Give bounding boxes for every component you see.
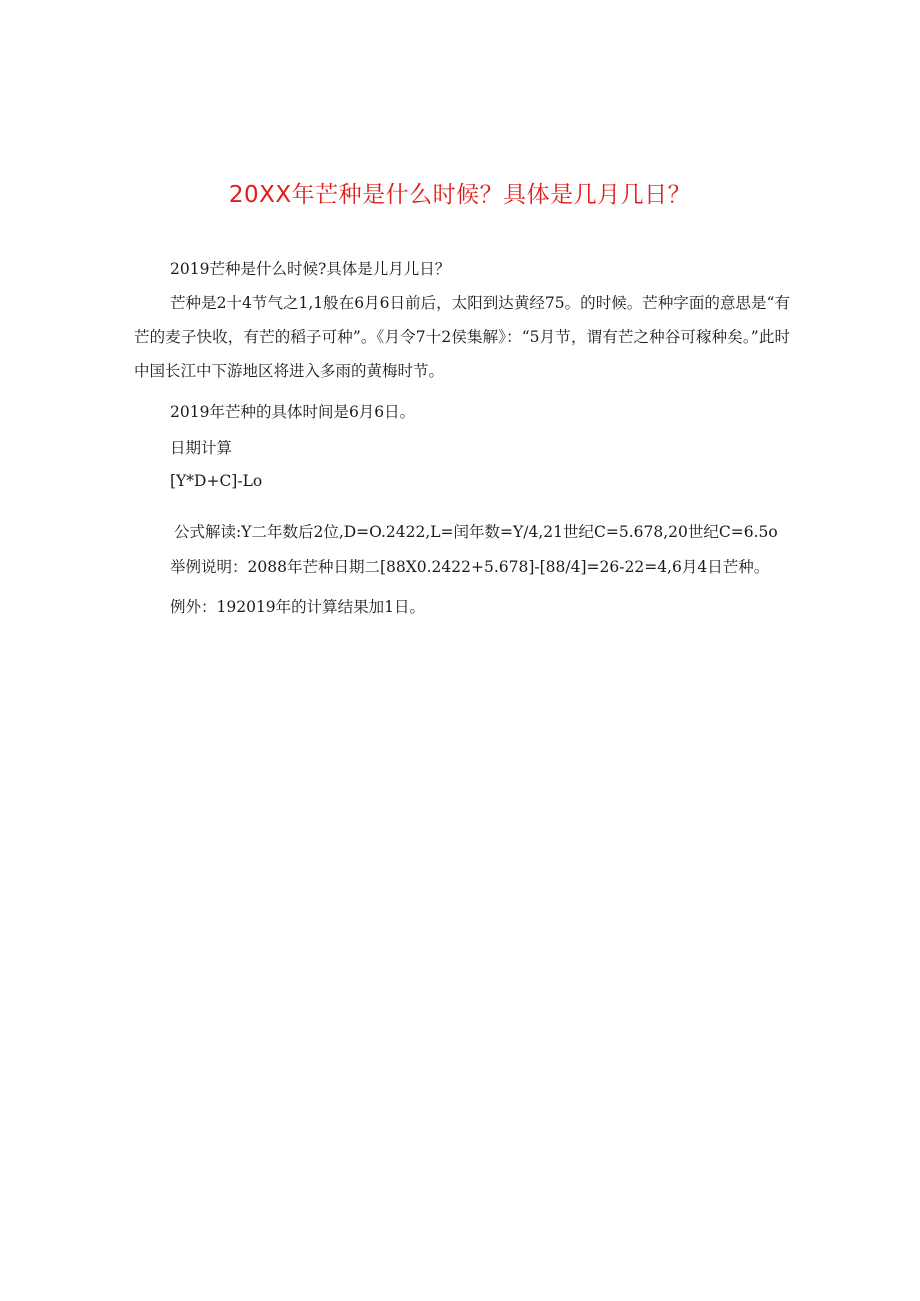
date-calc-heading: 日期计算 [170, 439, 233, 457]
intro-paragraph: 芒种是2十4节气之1,1般在6月6日前后，太阳到达黄经75。的时候。芒种字面的意思是“有芒的麦子快收，有芒的稻子可种”。《月令7十2侯集解》：“5月节，谓有芒之种谷可稼种矣。”此时中国长江中下游地区将进入多雨的黄梅时节。 [134, 294, 790, 380]
formula-line: [Y*D+C]-Lo [170, 472, 263, 490]
formula-explanation-line: 公式解读:Y二年数后2位,D=O.2422,L=闰年数=Y∕4,21世纪C=5.678,20世纪C=6.5o [174, 523, 778, 541]
exception-line: 例外：192019年的计算结果加1日。 [170, 598, 426, 616]
specific-time-line: 2019年芒种的具体时间是6月6日。 [170, 403, 416, 421]
document-title: 20XX年芒种是什么时候？具体是几月几日？ [228, 182, 692, 208]
example-line: 举例说明：2088年芒种日期二[88X0.2422+5.678]-[88/4]=26-22=4,6月4日芒种。 [170, 558, 770, 576]
question-line: 2019芒种是什么时候?具体是儿月儿日？ [170, 260, 451, 278]
